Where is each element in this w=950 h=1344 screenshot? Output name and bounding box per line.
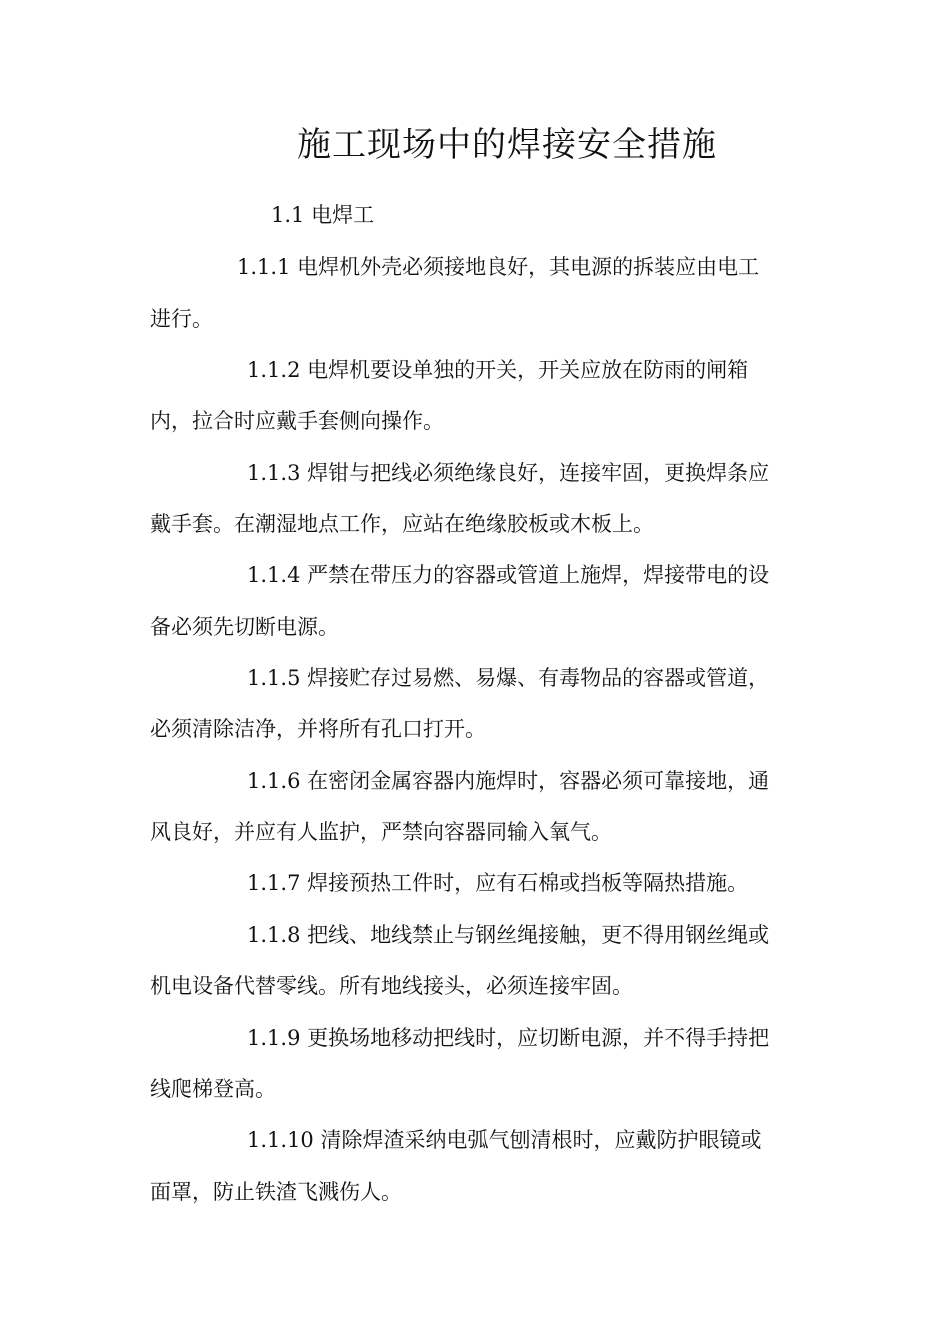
clause-1-line-1: 1.1.1 电焊机外壳必须接地良好，其电源的拆装应由电工 [237, 255, 760, 279]
clause-3-line-1: 1.1.3 焊钳与把线必须绝缘良好，连接牢固，更换焊条应 [247, 461, 770, 485]
clause-5-line-1: 1.1.5 焊接贮存过易燃、易爆、有毒物品的容器或管道， [247, 666, 770, 690]
clause-3-line-2: 戴手套。在潮湿地点工作，应站在绝缘胶板或木板上。 [150, 512, 654, 536]
clause-9-line-1: 1.1.9 更换场地移动把线时，应切断电源，并不得手持把 [247, 1026, 770, 1050]
clause-6-line-2: 风良好，并应有人监护，严禁向容器同输入氧气。 [150, 820, 612, 844]
clause-2-line-2: 内，拉合时应戴手套侧向操作。 [150, 409, 444, 433]
clause-4-line-2: 备必须先切断电源。 [150, 615, 339, 639]
clause-7-line-1: 1.1.7 焊接预热工件时，应有石棉或挡板等隔热措施。 [247, 871, 749, 895]
clause-6-line-1: 1.1.6 在密闭金属容器内施焊时，容器必须可靠接地，通 [247, 769, 770, 793]
section-heading: 1.1 电焊工 [271, 203, 375, 227]
clause-10-line-1: 1.1.10 清除焊渣采纳电弧气刨清根时，应戴防护眼镜或 [247, 1128, 762, 1152]
clause-2-line-1: 1.1.2 电焊机要设单独的开关，开关应放在防雨的闸箱 [247, 358, 749, 382]
clause-5-line-2: 必须清除洁净，并将所有孔口打开。 [150, 717, 486, 741]
clause-8-line-1: 1.1.8 把线、地线禁止与钢丝绳接触，更不得用钢丝绳或 [247, 923, 770, 947]
document-title: 施工现场中的焊接安全措施 [297, 125, 717, 165]
clause-4-line-1: 1.1.4 严禁在带压力的容器或管道上施焊，焊接带电的设 [247, 563, 770, 587]
clause-9-line-2: 线爬梯登高。 [150, 1077, 276, 1101]
clause-10-line-2: 面罩，防止铁渣飞溅伤人。 [150, 1180, 402, 1204]
clause-8-line-2: 机电设备代替零线。所有地线接头，必须连接牢固。 [150, 974, 633, 998]
clause-1-line-2: 进行。 [150, 307, 213, 331]
